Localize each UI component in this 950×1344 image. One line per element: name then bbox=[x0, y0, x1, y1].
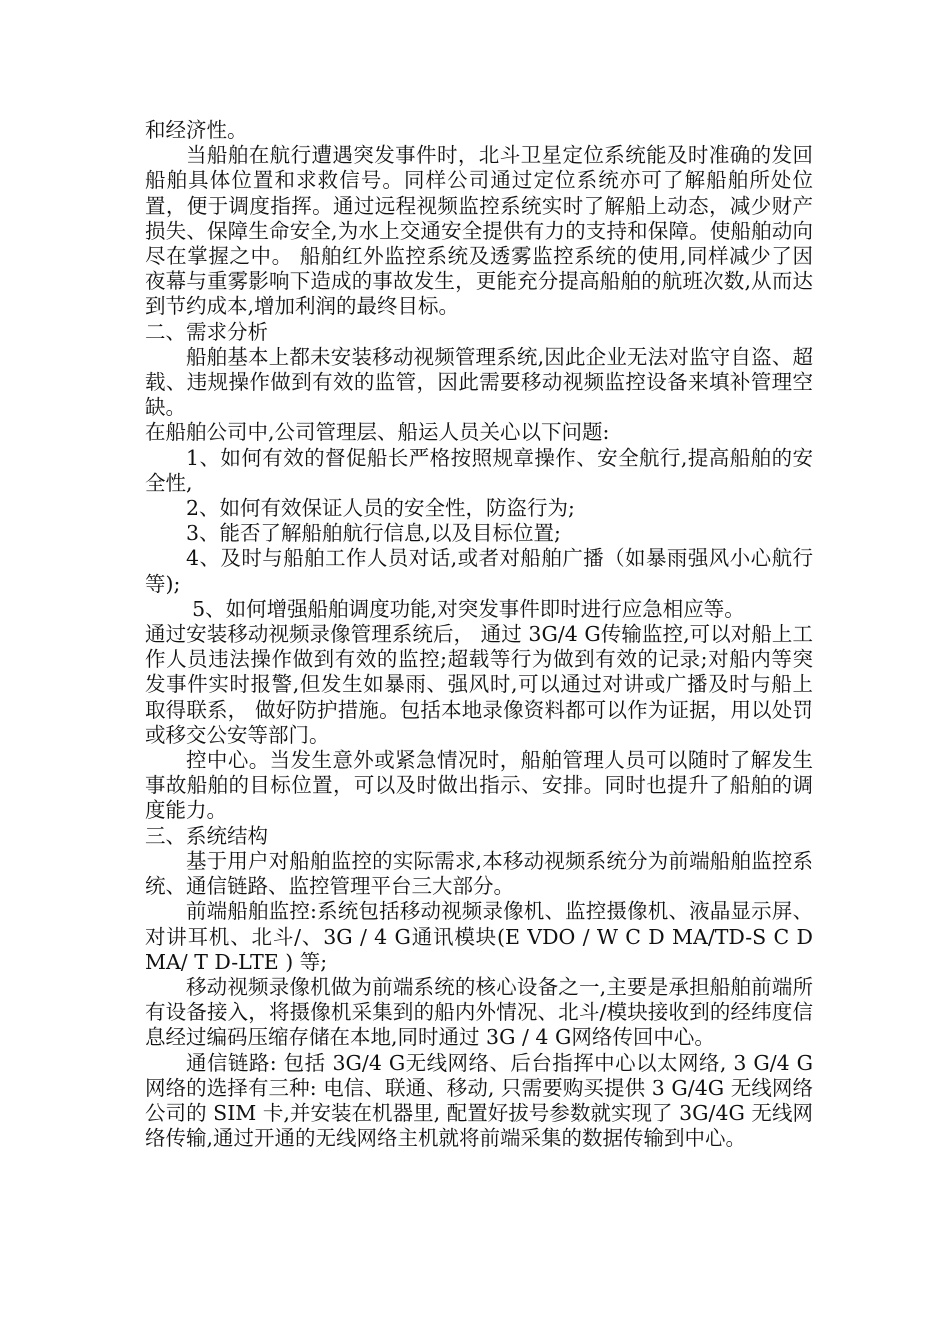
document-body bbox=[145, 118, 813, 1151]
paragraph-continuation: 和经济性。 bbox=[145, 118, 248, 142]
list-item-concern-5: 5、如何增强船舶调度功能,对突发事件即时进行应急相应等。 bbox=[192, 596, 745, 621]
paragraph-frontend-monitoring: 前端船舶监控:系统包括移动视频录像机、监控摄像机、液晶显示屏、对讲耳机、北斗/、3G / 4 G通讯模块(E VDO / W C D MA/TD-S C DMA/ T D-LTE ) 等; bbox=[145, 899, 813, 974]
paragraph-system-benefits: 通过安装移动视频录像管理系统后， 通过 3G/4 G传输监控,可以对船上工作人员违法操作做到有效的监控;超载等行为做到有效的记录;对船内等突发事件实时报警,但发生如暴雨、强风时,可以通过对讲或广播及时与船上取得联系， 做好防护措施。包括本地录像资料都可以作为证据，用以处罚或移交公安等部门。 bbox=[145, 622, 813, 747]
section-heading-requirements: 二、需求分析 bbox=[145, 319, 268, 344]
paragraph-emergency-positioning: 当船舶在航行遭遇突发事件时，北斗卫星定位系统能及时准确的发回船舶具体位置和求救信号。同样公司通过定位系统亦可了解船舶所处位置，便于调度指挥。通过远程视频监控系统实时了解船上动态，减少财产损失、保障生命安全,为水上交通安全提供有力的支持和保障。使船舶动向尽在掌握之中。 船舶红外监控系统及透雾监控系统的使用,同样减少了因夜幕与重雾影响下造成的事故发生，更能充分提高船舶的航班次数,从而达到节约成本,增加利润的最终目标。 bbox=[145, 143, 813, 319]
paragraph-communication-link: 通信链路: 包括 3G/4 G无线网络、后台指挥中心以太网络, 3 G/4 G网络的选择有三种: 电信、联通、移动, 只需要购买提供 3 G/4G 无线网络公司的 SIM 卡,并安装在机器里, 配置好拔号参数就实现了 3G/4G 无线网络传输,通过开通的无线网络主机就将前端采集的数据传输到中心。 bbox=[145, 1050, 813, 1151]
paragraph-video-recorder: 移动视频录像机做为前端系统的核心设备之一,主要是承担船舶前端所有设备接入，将摄像机采集到的船内外情况、北斗/模块接收到的经纬度信息经过编码压缩存储在本地,同时通过 3G / 4 G网络传回中心。 bbox=[145, 974, 813, 1050]
list-item-concern-1: 1、如何有效的督促船长严格按照规章操作、安全航行,提高船舶的安全性, bbox=[145, 445, 813, 495]
paragraph-control-center: 控中心。当发生意外或紧急情况时，船舶管理人员可以随时了解发生事故船舶的目标位置，可以及时做出指示、安排。同时也提升了船舶的调度能力。 bbox=[145, 748, 813, 823]
paragraph-structure-intro: 基于用户对船舶监控的实际需求,本移动视频系统分为前端船舶监控系统、通信链路、监控管理平台三大部分。 bbox=[145, 848, 813, 899]
paragraph-requirements-intro: 船舶基本上都未安装移动视频管理系统,因此企业无法对监守自盗、超载、违规操作做到有效的监管，因此需要移动视频监控设备来填补管理空缺。 bbox=[145, 344, 813, 420]
list-item-concern-3: 3、能否了解船舶航行信息,以及目标位置; bbox=[186, 521, 561, 546]
section-heading-structure: 三、系统结构 bbox=[145, 823, 268, 848]
list-item-concern-2: 2、如何有效保证人员的安全性，防盗行为; bbox=[186, 496, 575, 521]
paragraph-company-concerns: 在船舶公司中,公司管理层、船运人员关心以下问题: bbox=[145, 420, 610, 445]
list-item-concern-4: 4、及时与船舶工作人员对话,或者对船舶广播（如暴雨强风小心航行等); bbox=[145, 546, 813, 596]
